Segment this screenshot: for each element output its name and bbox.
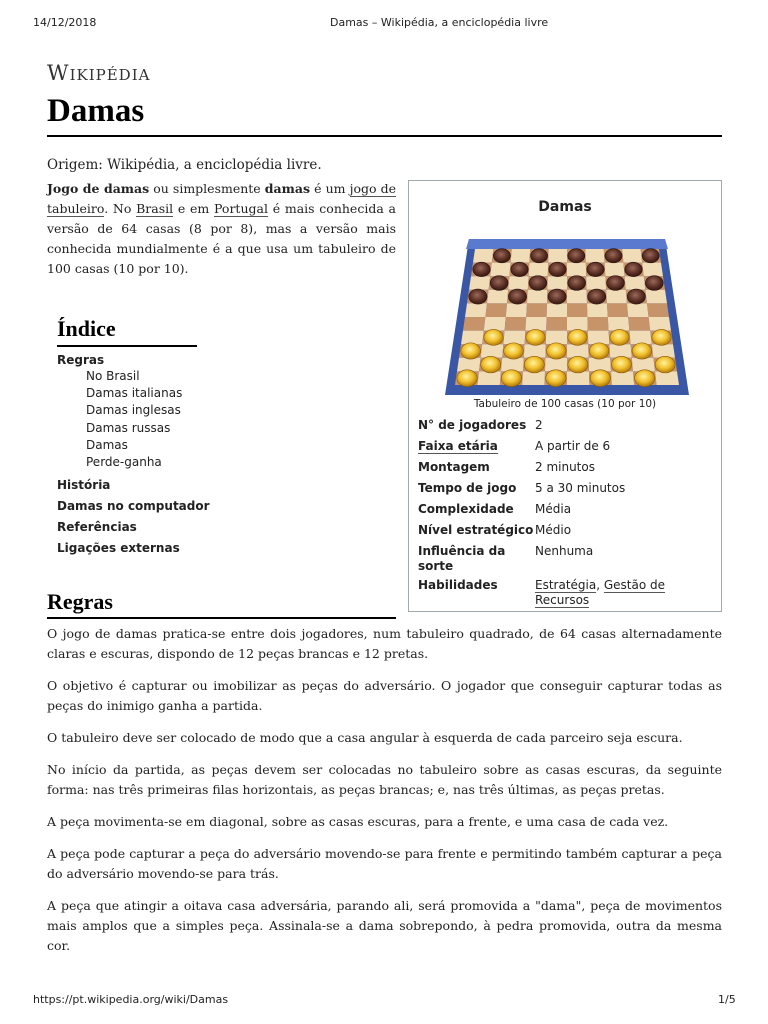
infobox-label-link[interactable] [418, 439, 536, 454]
paragraph: A peça movimenta-se em diagonal, sobre as casas escuras, para a frente, e uma casa de cada vez. [47, 814, 669, 829]
infobox-title: Damas [538, 199, 592, 215]
intro-text: ou simplesmente [149, 181, 265, 196]
board-square [629, 331, 651, 345]
infobox-caption: Tabuleiro de 100 casas (10 por 10) [473, 398, 657, 410]
board-square [469, 276, 490, 290]
intro-text: e em [173, 201, 215, 216]
dark-piece [473, 262, 490, 276]
intro-text: . No [104, 201, 137, 216]
light-piece [652, 329, 671, 345]
dark-piece [549, 262, 566, 276]
board-square [526, 303, 547, 317]
board-square [465, 303, 487, 317]
board-square [589, 358, 611, 372]
link-gestao-de-recursos[interactable]: Gestão de Recursos [535, 578, 666, 607]
section-body [47, 624, 722, 968]
dark-piece [645, 276, 663, 291]
board-square [627, 303, 649, 317]
infobox-label: N° de jogadores [418, 418, 527, 432]
board-square [585, 249, 604, 263]
board-square [647, 303, 669, 317]
paragraph: O tabuleiro deve ser colocado de modo que a casa angular à esquerda de cada parceiro seja escura. [47, 730, 683, 745]
print-page-number: 1/5 [718, 993, 736, 1006]
infobox-value: A partir de 6 [535, 439, 611, 453]
toc-item-perde-ganha[interactable]: Perde-ganha [86, 455, 162, 469]
board-square [649, 317, 671, 331]
board-square [527, 290, 547, 304]
board-square [611, 371, 634, 385]
toc-item-historia[interactable]: História [57, 478, 111, 492]
dark-piece [511, 262, 528, 276]
board-square [484, 317, 506, 331]
dark-piece [627, 289, 645, 304]
board-square [477, 371, 501, 385]
board-square [567, 303, 587, 317]
board-square [461, 331, 484, 345]
board-square [586, 276, 606, 290]
board-square [625, 276, 646, 290]
infobox-label: Nível estratégico [418, 523, 534, 537]
board-square [642, 263, 663, 277]
section-heading-regras: Regras [47, 589, 113, 614]
light-piece [546, 343, 566, 359]
infobox [408, 180, 722, 612]
board-square [567, 317, 588, 331]
board-square [605, 263, 625, 277]
dark-piece [605, 249, 622, 263]
paragraph: O objetivo é capturar ou imobilizar as peças do adversário. O jogador que conseguir capturar todas as peças do inimigo ganha a partida. [47, 678, 722, 713]
board-square [609, 344, 631, 358]
board-square [588, 331, 610, 345]
board-square [567, 263, 586, 277]
board-square [546, 331, 567, 345]
toc-item-damas-russas[interactable]: Damas russas [86, 421, 171, 435]
light-piece [484, 329, 503, 345]
page-title: Damas [47, 93, 145, 129]
light-piece [568, 329, 587, 345]
dark-piece [531, 249, 548, 263]
toc-item-damas[interactable]: Damas [86, 438, 128, 452]
light-piece [590, 370, 610, 387]
light-piece [526, 329, 545, 345]
dark-piece [508, 289, 526, 304]
board-square [567, 371, 589, 385]
board-square [628, 317, 650, 331]
dark-piece [642, 249, 659, 263]
board-square [587, 303, 608, 317]
infobox-value: Nenhuma [535, 544, 594, 558]
checkers-board-image[interactable] [445, 235, 689, 395]
board-square [546, 317, 567, 331]
light-piece [632, 343, 652, 359]
light-piece [504, 343, 524, 359]
infobox-value [535, 578, 715, 608]
intro-bold-term: Jogo de damas [47, 181, 150, 196]
infobox-label: Montagem [418, 460, 490, 474]
light-piece [611, 356, 631, 373]
print-url: https://pt.wikipedia.org/wiki/Damas [33, 993, 229, 1006]
light-piece [457, 370, 477, 387]
value-separator: , [596, 578, 604, 592]
intro-text: é mais conhecida a versão de 64 casas (8 por 8), mas a versão mais conhecida mundialmente é a que usa um tabuleiro de 100 casas (10 por 10). [47, 201, 396, 276]
light-piece [501, 370, 521, 387]
board-square [522, 371, 545, 385]
toc-divider [57, 345, 197, 347]
board-square [503, 331, 525, 345]
dark-piece [607, 276, 625, 291]
link-faixa-etaria[interactable]: Faixa etária [418, 439, 498, 453]
wikipedia-wordmark[interactable]: Wikipédia [47, 61, 151, 85]
dark-piece [493, 249, 510, 263]
light-piece [481, 356, 501, 373]
board-square [567, 290, 587, 304]
dark-piece [490, 276, 508, 291]
board-square [547, 303, 567, 317]
toc-item-damas-no-computador[interactable]: Damas no computador [57, 499, 210, 513]
board-square [481, 344, 504, 358]
title-divider [47, 135, 722, 137]
board-square [606, 290, 627, 304]
board-square [529, 263, 549, 277]
intro-paragraph [47, 179, 396, 279]
board-square [622, 249, 642, 263]
toc-item-ligacoes-externas[interactable]: Ligações externas [57, 541, 180, 555]
infobox-label: Habilidades [418, 578, 498, 592]
dark-piece [529, 276, 547, 291]
board-square [501, 358, 524, 372]
light-piece [461, 343, 481, 359]
infobox-value: Média [535, 502, 572, 516]
print-page-title: Damas – Wikipédia, a enciclopédia livre [330, 16, 549, 29]
light-piece [655, 356, 675, 373]
board-square [548, 249, 567, 263]
board-square [652, 344, 675, 358]
toc-item-no-brasil[interactable]: No Brasil [86, 369, 140, 383]
toc-item-damas-italianas[interactable]: Damas italianas [86, 386, 183, 400]
intro-bold-term: damas [264, 181, 310, 196]
light-piece [546, 370, 566, 387]
board-square [567, 344, 589, 358]
light-piece [589, 343, 609, 359]
infobox-label: Tempo de jogo [418, 481, 517, 495]
board-square [655, 371, 679, 385]
dark-piece [625, 262, 642, 276]
toc-item-regras[interactable]: Regras [57, 353, 105, 367]
paragraph: No início da partida, as peças devem ser colocadas no tabuleiro sobre as casas escuras, da seguinte forma: nas três primeiras filas horizontais, as peças brancas; e, nas três últimas, as peças pretas. [47, 762, 722, 797]
light-piece [610, 329, 629, 345]
light-piece [524, 356, 544, 373]
board-square [524, 344, 546, 358]
board-square [508, 276, 528, 290]
board-square [547, 276, 567, 290]
link-portugal[interactable]: Portugal [214, 201, 268, 216]
intro-text: é um [310, 181, 350, 196]
dark-piece [568, 276, 586, 291]
infobox-label: Influência da sorte [418, 544, 506, 573]
board-square [608, 317, 630, 331]
section-divider [47, 617, 396, 619]
board-square [645, 290, 667, 304]
dark-piece [469, 289, 487, 304]
board-square [607, 303, 628, 317]
toc-item-referencias[interactable]: Referências [57, 520, 137, 534]
infobox-label: Complexidade [418, 502, 514, 516]
link-estrategia[interactable]: Estratégia [535, 578, 597, 592]
light-piece [634, 370, 654, 387]
link-jogo-de-tabuleiro[interactable]: jogo de tabuleiro [47, 181, 396, 216]
paragraph: O jogo de damas pratica-se entre dois jogadores, num tabuleiro quadrado, de 64 casas alternadamente claras e escuras, dispondo de 12 peças brancas e 12 pretas. [47, 626, 722, 661]
board-square [511, 249, 531, 263]
board-square [463, 317, 485, 331]
dark-piece [548, 289, 566, 304]
board-square [587, 317, 608, 331]
light-piece [568, 356, 588, 373]
toc-heading: Índice [57, 316, 116, 341]
board-square [545, 358, 567, 372]
board-square [525, 317, 546, 331]
board-square [457, 358, 481, 372]
toc-item-damas-inglesas[interactable]: Damas inglesas [86, 403, 181, 417]
infobox-value: Médio [535, 523, 572, 537]
origin-note: Origem: Wikipédia, a enciclopédia livre. [47, 157, 322, 173]
infobox-value: 2 [535, 418, 543, 432]
board-square [487, 290, 508, 304]
board-square [505, 317, 527, 331]
board-square [506, 303, 527, 317]
print-date: 14/12/2018 [33, 16, 97, 29]
board-square [632, 358, 655, 372]
paragraph: A peça pode capturar a peça do adversário movendo-se para frente e permitindo também capturar a peça do adversário movendo-se para trás. [47, 846, 722, 881]
dark-piece [588, 289, 606, 304]
board-square [485, 303, 507, 317]
dark-piece [587, 262, 604, 276]
infobox-value: 5 a 30 minutos [535, 481, 626, 495]
dark-piece [568, 249, 585, 263]
link-brasil[interactable]: Brasil [136, 201, 174, 216]
infobox-value: 2 minutos [535, 460, 595, 474]
paragraph: A peça que atingir a oitava casa adversária, parando ali, será promovida a "dama", peça de movimentos mais amplos que a simples peça. Assinala-se a dama sobrepondo, à pedra promovida, outra da mesma cor. [47, 898, 722, 953]
board-square [490, 263, 510, 277]
board-square [473, 249, 493, 263]
